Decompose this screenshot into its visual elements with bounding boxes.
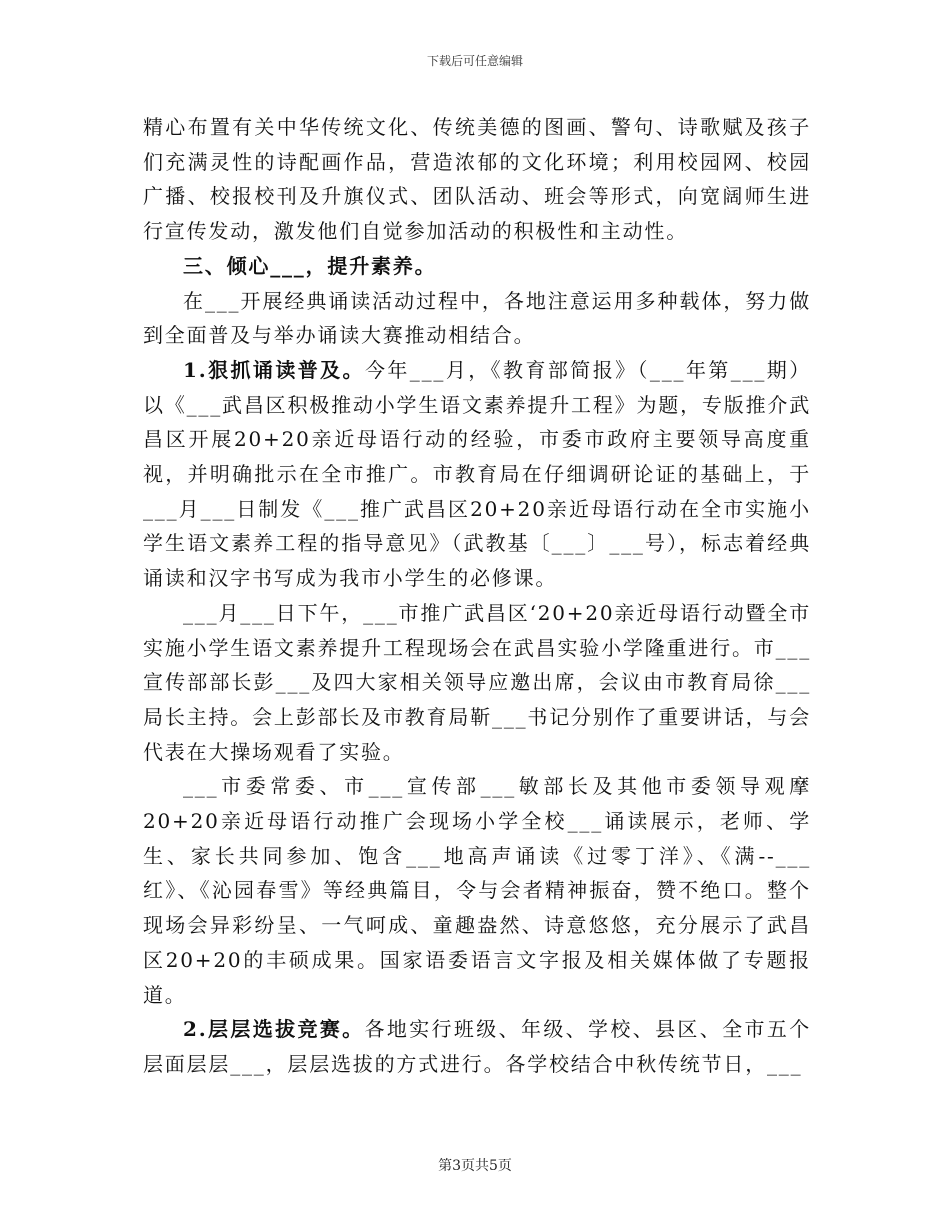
page-number: 第3页共5页: [438, 1158, 512, 1174]
paragraph-observation: ___市委常委、市___宣传部___敏部长及其他市委领导观摩20+20亲近母语行动推广会现场小学全校___诵读展示，老师、学生、家长共同参加、饱含___地高声诵读《过零丁洋》、《满--___红》、《沁园春雪》等经典篇目，令与会者精神振奋，赞不绝口。整个现场会异彩纷呈、一气呵成、童趣盎然、诗意悠悠，充分展示了武昌区20+20的丰硕成果。国家语委语言文字报及相关媒体做了专题报道。: [143, 774, 811, 1007]
paragraph-popularize-text: 今年___月，《教育部简报》（___年第___期）以《___武昌区积极推动小学生语文素养提升工程》为题，专版推介武昌区开展20+20亲近母语行动的经验，市委市政府主要领导高度重视，并明确批示在全市推广。市教育局在仔细调研论证的基础上，于___月___日制发《___推广武昌区20+20亲近母语行动在全市实施小学生语文素养工程的指导意见》（武教基〔___〕___号），标志着经典诵读和汉字书写成为我市小学生的必修课。: [143, 357, 811, 591]
subheading-popularize: 1.狠抓诵读普及。: [183, 357, 365, 382]
paragraph-carriers: 在___开展经典诵读活动过程中，各地注意运用多种载体，努力做到全面普及与举办诵读大赛推动相结合。: [143, 288, 811, 348]
page-header-note: 下载后可任意编辑: [426, 54, 523, 68]
subheading-selection: 2.层层选拔竞赛。: [183, 1017, 365, 1042]
paragraph-onsite-meeting: ___月___日下午，___市推广武昌区‘20+20亲近母语行动暨全市实施小学生语文素养提升工程现场会在武昌实验小学隆重进行。市___宣传部部长彭___及四大家相关领导应邀出席，会议由市教育局徐___局长主持。会上彭部长及市教育局靳___书记分别作了重要讲话，与会代表在大操场观看了实验。: [143, 600, 811, 764]
paragraph-selection-text: 各地实行班级、年级、学校、县区、全市五个层面层层___，层层选拔的方式进行。各学校结合中秋传统节日，___: [143, 1017, 811, 1076]
section-heading-3: 三、倾心___，提升素养。: [183, 253, 437, 278]
document-body: [143, 110, 811, 1082]
paragraph-popularize: [143, 353, 811, 596]
paragraph-selection: [143, 1012, 811, 1081]
paragraph-environment: 精心布置有关中华传统文化、传统美德的图画、警句、诗歌赋及孩子们充满灵性的诗配画作品，营造浓郁的文化环境；利用校园网、校园广播、校报校刊及升旗仪式、团队活动、班会等形式，向宽阔师生进行宣传发动，激发他们自觉参加活动的积极性和主动性。: [143, 115, 811, 244]
